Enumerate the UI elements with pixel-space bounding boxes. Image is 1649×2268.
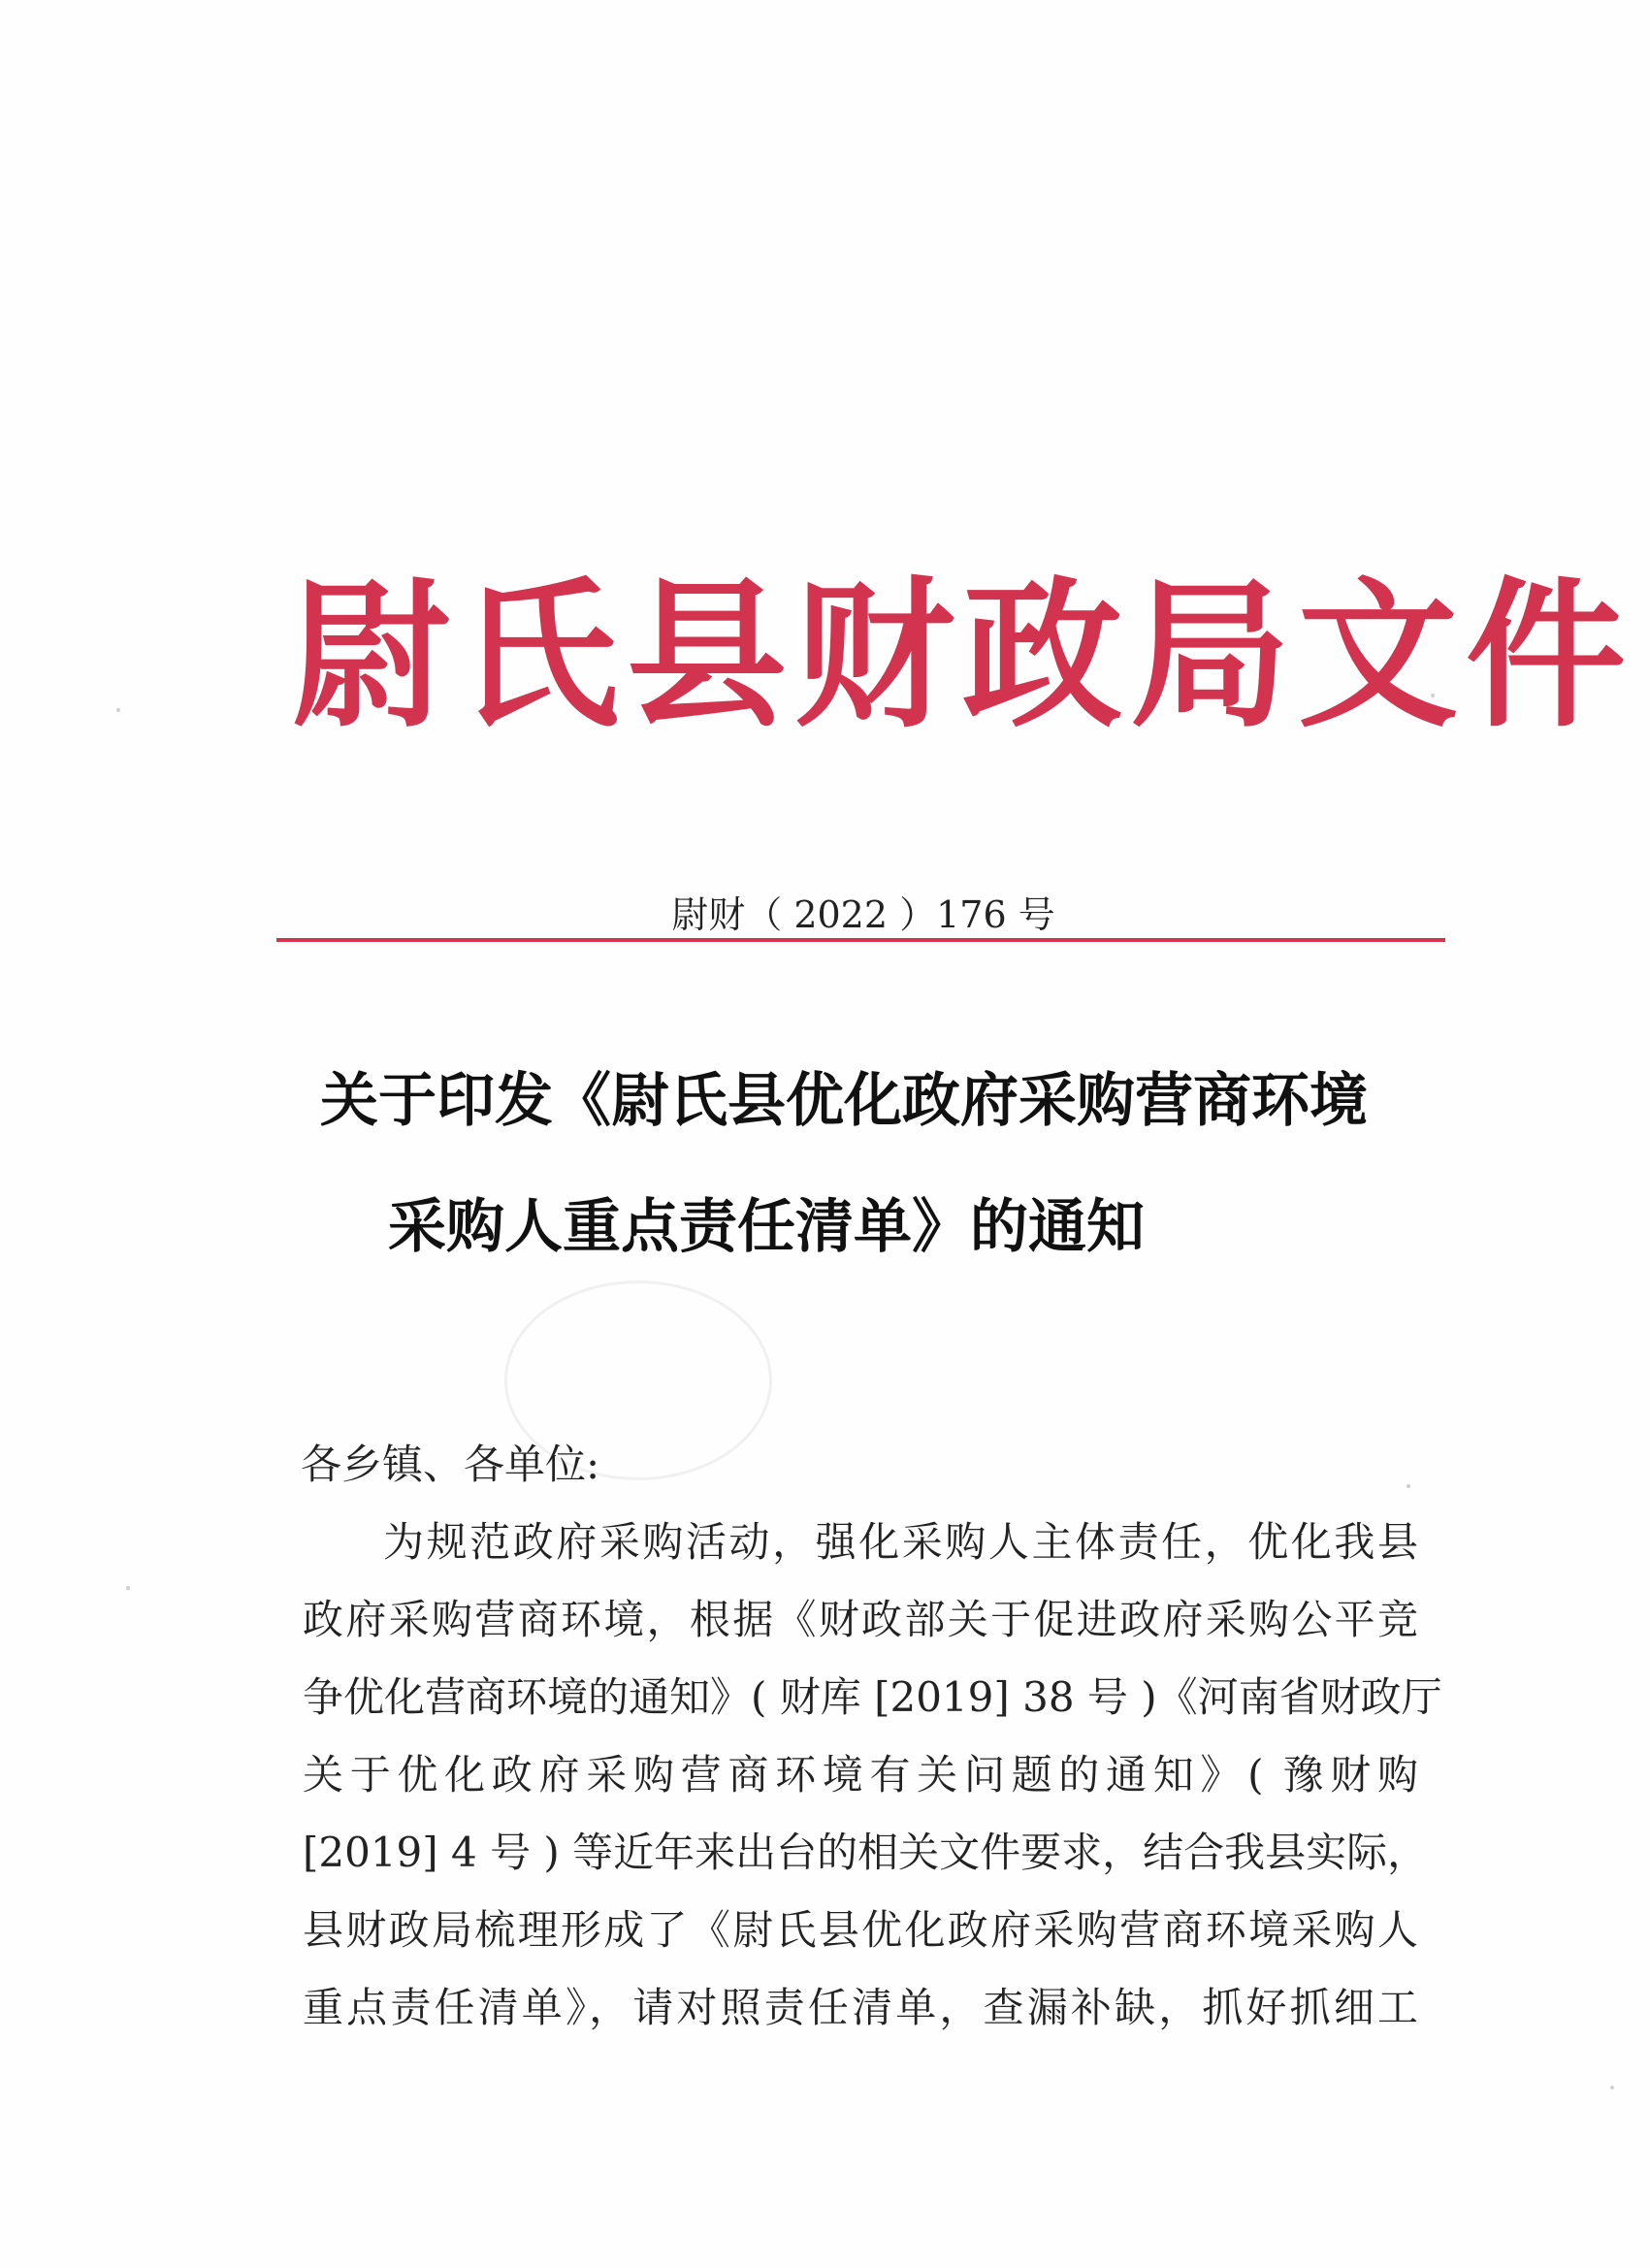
- body-line-1: 为规范政府采购活动，强化采购人主体责任，优化我县: [383, 1518, 1418, 1566]
- scan-speck: [1431, 694, 1435, 697]
- scan-speck: [1610, 2086, 1614, 2090]
- body-line-2: 政府采购营商环境，根据《财政部关于促进政府采购公平竞: [303, 1596, 1418, 1643]
- body-line-4: 关于优化政府采购营商环境有关问题的通知》( 豫财购: [303, 1751, 1418, 1798]
- document-header-title: 尉氏县财政局文件: [291, 561, 1633, 749]
- notice-title-line-1: 关于印发《尉氏县优化政府采购营商环境: [320, 1067, 1368, 1135]
- body-line-3: 争优化营商环境的通知》( 财库 [2019] 38 号 )《河南省财政厅: [303, 1673, 1442, 1721]
- scan-speck: [116, 708, 120, 712]
- notice-title-line-2: 采购人重点责任清单》的通知: [388, 1193, 1145, 1261]
- red-divider-line: [276, 938, 1445, 942]
- document-number: 尉财（ 2022 ）176 号: [671, 893, 1055, 936]
- body-line-6: 县财政局梳理形成了《尉氏县优化政府采购营商环境采购人: [303, 1906, 1418, 1954]
- body-line-5: [2019] 4 号 ) 等近年来出台的相关文件要求，结合我县实际，: [303, 1829, 1429, 1876]
- salutation: 各乡镇、各单位:: [301, 1441, 600, 1488]
- scan-speck: [1406, 1484, 1410, 1488]
- body-line-7: 重点责任清单》，请对照责任清单，查漏补缺，抓好抓细工: [303, 1984, 1418, 2031]
- scan-speck: [126, 1586, 130, 1590]
